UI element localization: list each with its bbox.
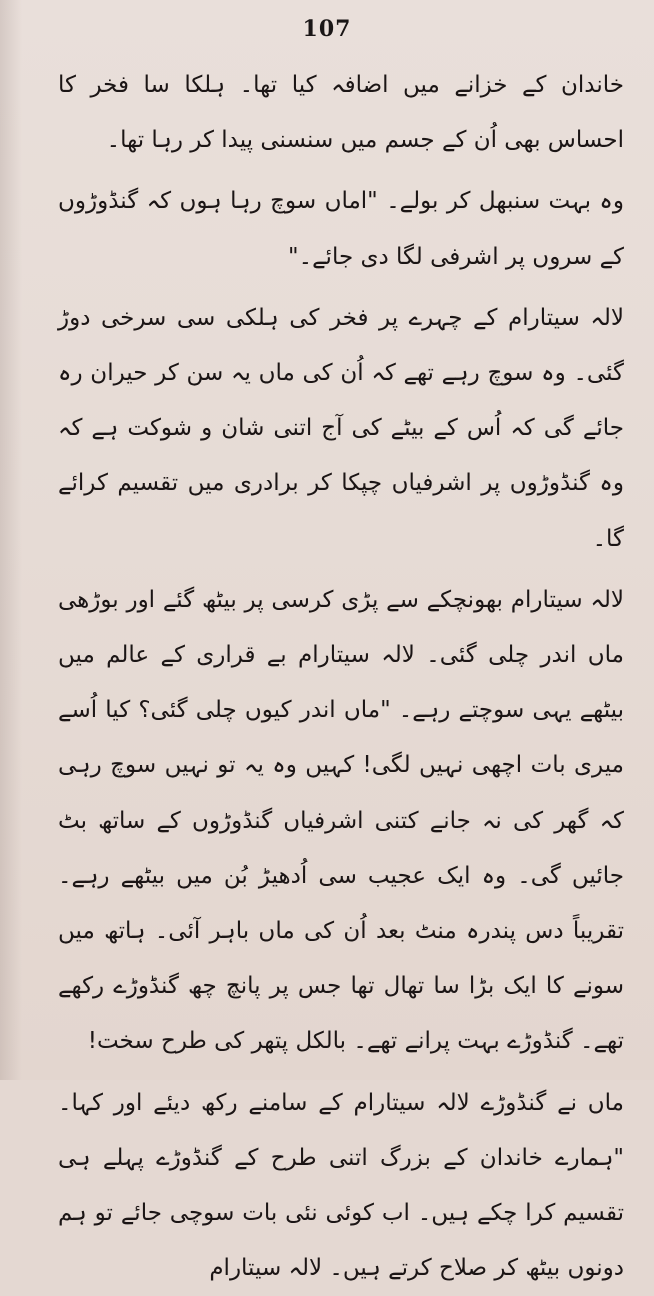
paragraph: ماں نے گنڈوڑے لالہ سیتارام کے سامنے رکھ دیئے اور کہا۔ "ہمارے خاندان کے بزرگ اتنی طرح کے گنڈوڑے پہلے ہی تقسیم کرا چکے ہیں۔ اب کوئی نئی بات سوچی جائے تو ہم دونوں بیٹھ کر صلاح کرتے ہیں۔ لالہ سیتارام <box>58 1089 624 1282</box>
paragraph: لالہ سیتارام کے چہرے پر فخر کی ہلکی سی سرخی دوڑ گئی۔ وہ سوچ رہے تھے کہ اُن کی ماں یہ سن کر حیران رہ جائے گی کہ اُس کے بیٹے کی آج اتنی شان و شوکت ہے کہ وہ گنڈوڑوں پر اشرفیاں چپکا کر برادری میں تقسیم کرائے گا۔ <box>58 304 624 552</box>
paragraph: خاندان کے خزانے میں اضافہ کیا تھا۔ ہلکا سا فخر کا احساس بھی اُن کے جسم میں سنسنی پیدا کر رہا تھا۔ <box>58 72 624 154</box>
page-text-body <box>58 58 624 1296</box>
page-number: 107 <box>302 16 352 42</box>
paragraph: لالہ سیتارام بھونچکے سے پڑی کرسی پر بیٹھ گئے اور بوڑھی ماں اندر چلی گئی۔ لالہ سیتارام بے قراری کے عالم میں بیٹھے یہی سوچتے رہے۔ "ماں اندر کیوں چلی گئی؟ کیا اُسے میری بات اچھی نہیں لگی! کہیں وہ یہ تو نہیں سوچ رہی کہ گھر کی نہ جانے کتنی اشرفیاں گنڈوڑوں کے ساتھ بٹ جائیں گی۔ وہ ایک عجیب سی اُدھیڑ بُن میں بیٹھے رہے۔ تقریباً دس پندرہ منٹ بعد اُن کی ماں باہر آئی۔ ہاتھ میں سونے کا ایک بڑا سا تھال تھا جس پر پانچ چھ گنڈوڑے رکھے تھے۔ گنڈوڑے بہت پرانے تھے۔ بالکل پتھر کی طرح سخت! <box>58 586 624 1055</box>
page-gutter-shadow <box>0 0 22 1080</box>
paragraph: وہ بہت سنبھل کر بولے۔ "اماں سوچ رہا ہوں کہ گنڈوڑوں کے سروں پر اشرفی لگا دی جائے۔" <box>58 188 624 270</box>
